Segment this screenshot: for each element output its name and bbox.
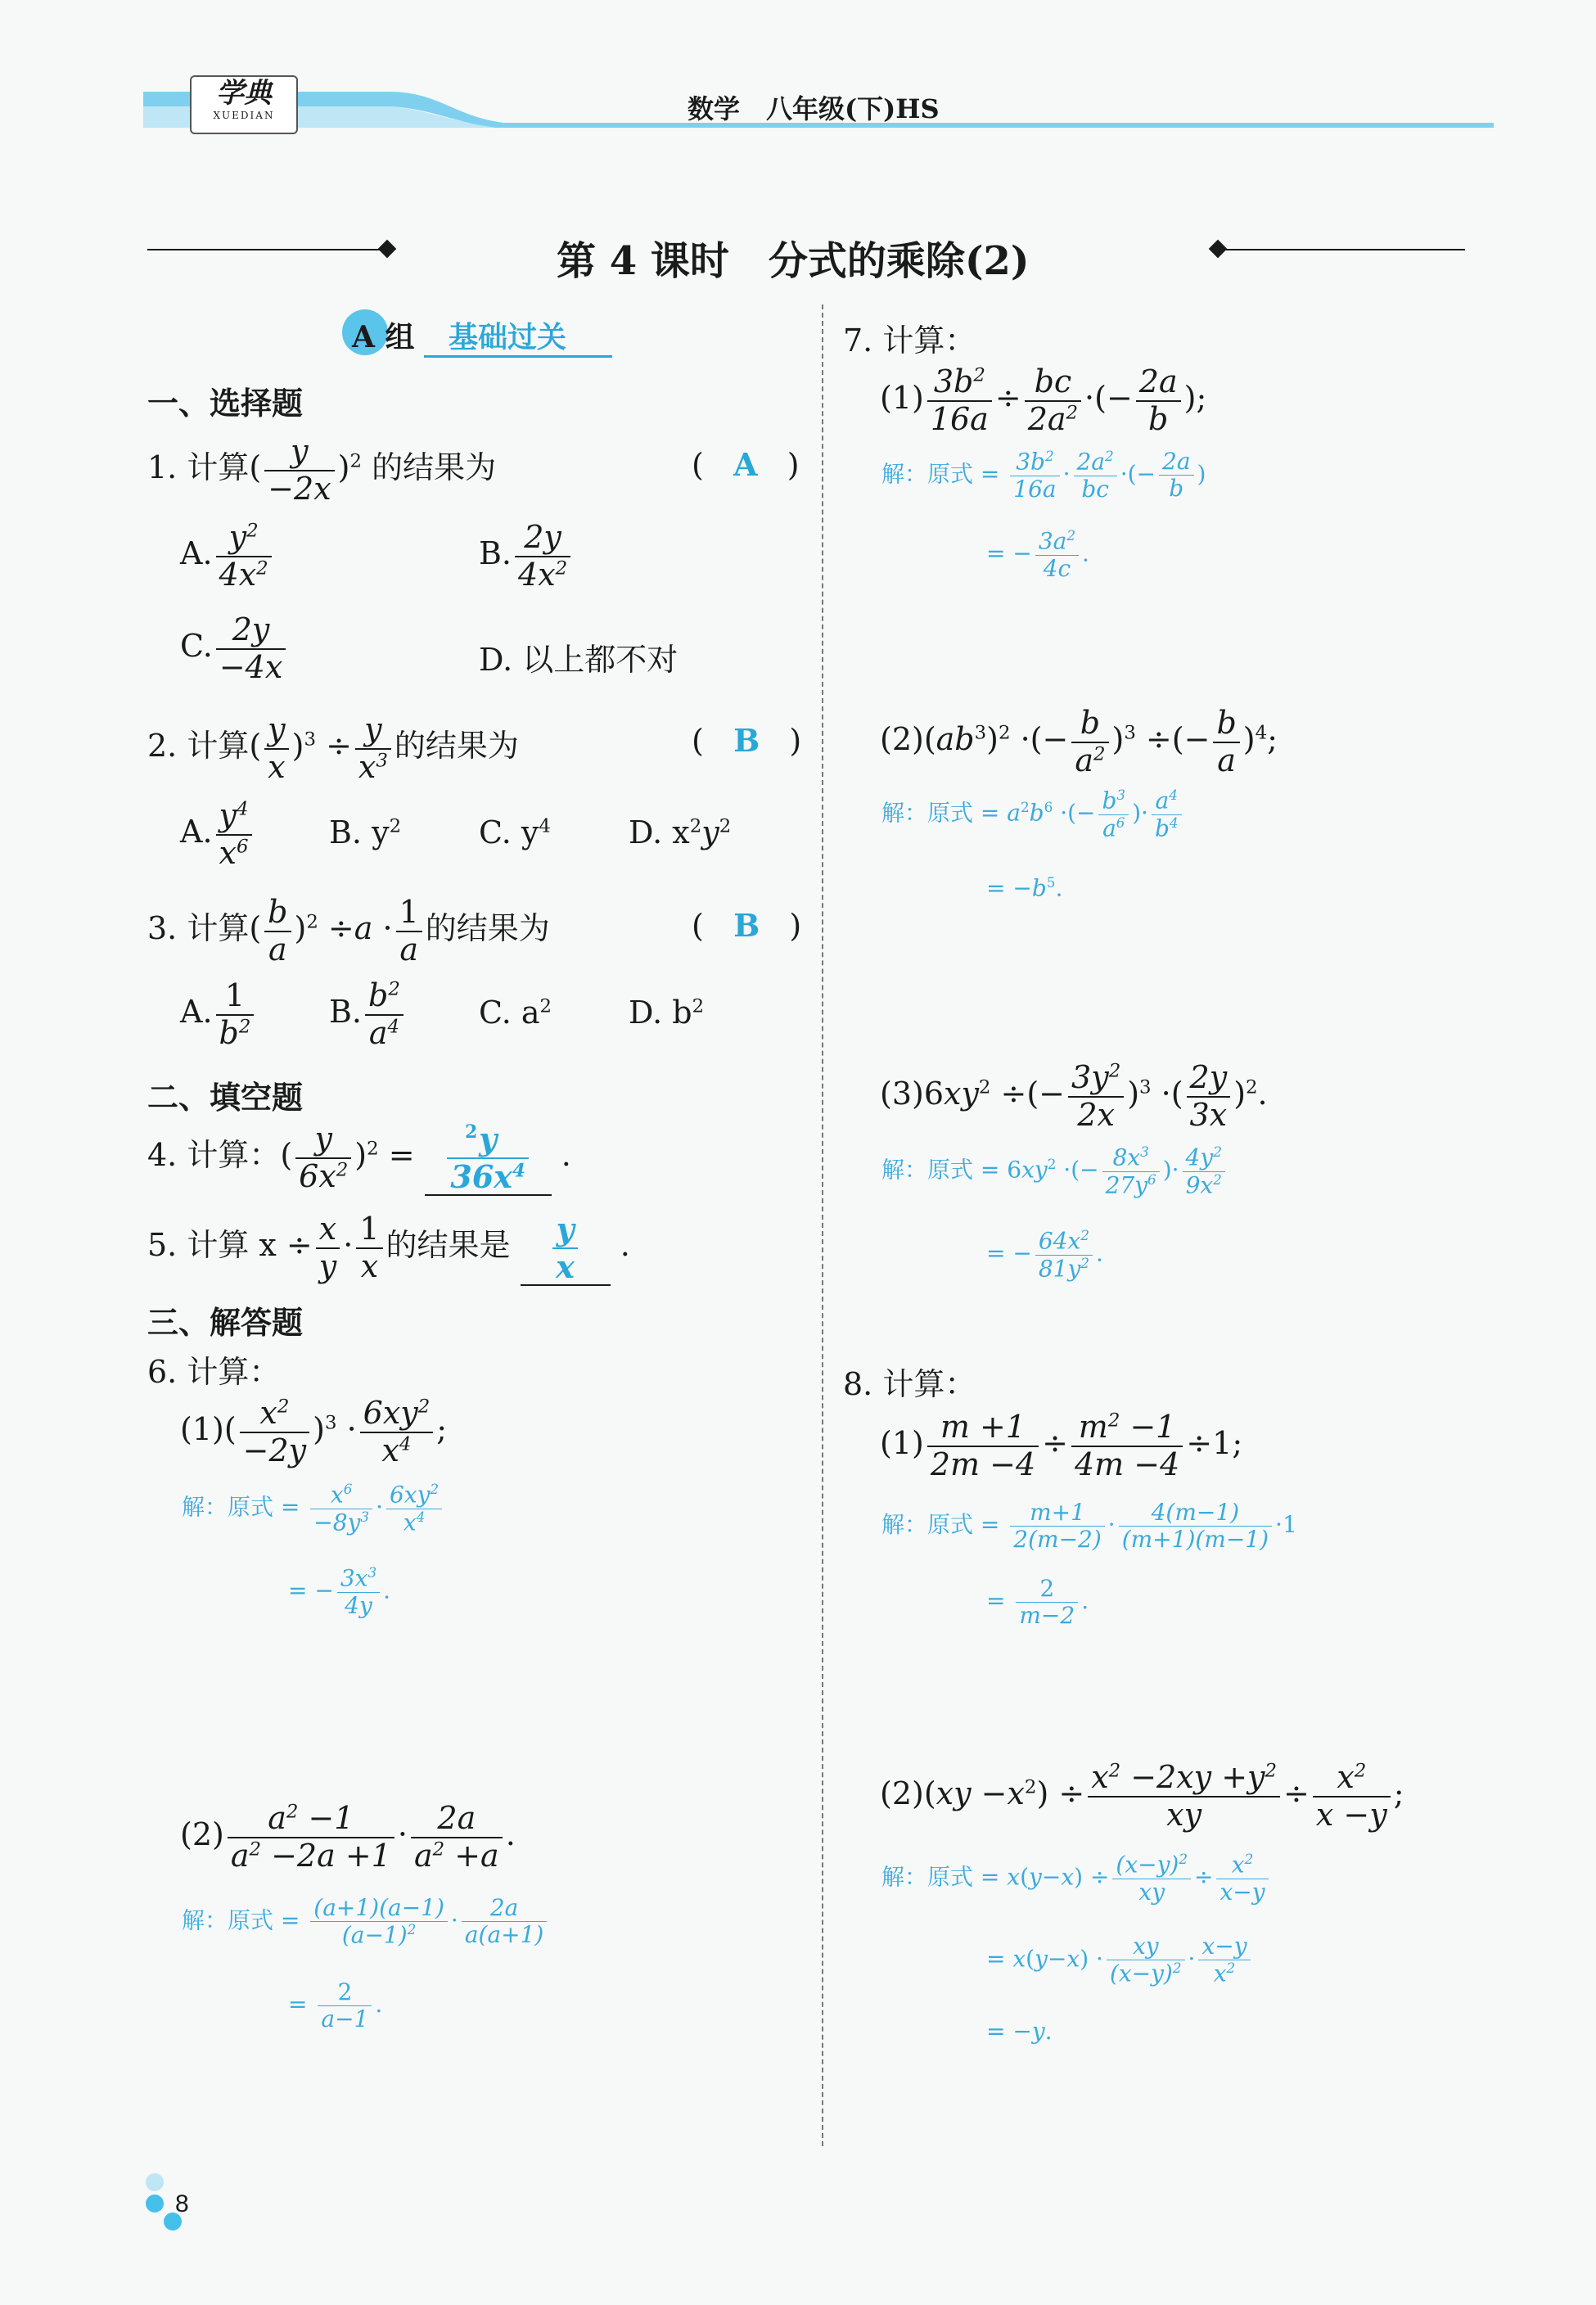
- q7-sol1-line2: = − $\frac{3a^2}{4c}$ .: [986, 527, 1089, 582]
- q3-opt-c: C. $a^2$: [479, 995, 552, 1031]
- q2-opt-d: D. $x^2y^2$: [629, 814, 732, 850]
- section-choice: 一、选择题: [147, 385, 304, 422]
- q7-sol3-line2: = − $\frac{64x^2}{81y^2}$ .: [986, 1227, 1103, 1282]
- title-rule-right: [1220, 249, 1465, 250]
- group-badge-text: A 组: [352, 320, 415, 354]
- q6-title: 6. 计算：: [147, 1354, 281, 1390]
- section-fill: 二、填空题: [147, 1079, 304, 1116]
- q7-sol2-line2: = $-b^5$.: [986, 874, 1063, 902]
- column-divider: [822, 304, 823, 2146]
- q7-part3: $(3)6xy^2$ ÷(− $\frac{3y^2}{2x}$ )$^3$ ·( $\frac{2y}{3x}$ )$^2$.: [880, 1059, 1268, 1133]
- q6-sol2-line2: = $\frac{2}{a-1}$ .: [288, 1978, 383, 2033]
- q7-title: 7. 计算：: [843, 323, 976, 359]
- q8-part2: $(2)(xy -x^2)$ ÷ $\frac{x^2 -2xy +y^2}{xy}$ ÷ $\frac{x^2}{x -y}$ ;: [880, 1759, 1404, 1833]
- q1-answer: ( A ): [692, 446, 800, 483]
- q2-stem: 2. 计算( $\frac{y}{x}$ )$^3$ ÷ $\frac{y}{x^3}$ 的结果为: [147, 711, 519, 785]
- q7-part1: (1) $\frac{3b^2}{16a}$ ÷ $\frac{bc}{2a^2}$ ·(− $\frac{2a}{b}$ );: [880, 363, 1207, 437]
- q4-stem: 4. 计算：( $\frac{y}{6x^2}$ )$^2$ = $\frac{y}{36x^4}$ .: [147, 1121, 571, 1195]
- q6-sol2-line1: 解：原式 = $\frac{(a+1)(a-1)}{(a-1)^2}$ · $\frac{2a}{a(a+1)}$: [182, 1895, 550, 1949]
- lesson-title: 第 4 课时 分式的乘除(2): [557, 238, 1030, 284]
- q6-part2: (2) $\frac{a^2 -1}{a^2 -2a +1}$ · $\frac{2a}{a^2 +a}$ .: [180, 1800, 516, 1874]
- q8-title: 8. 计算：: [843, 1366, 976, 1402]
- q3-stem: 3. 计算( $\frac{b}{a}$ )$^2$ ÷a · $\frac{1}{a}$ 的结果为: [147, 894, 550, 968]
- q8-sol2-line1: 解：原式 = x(y−x) ÷ $\frac{(x-y)^2}{xy}$ ÷ $\frac{x^2}{x-y}$: [881, 1852, 1272, 1906]
- q3-opt-a: A. $\frac{1}{b^2}$: [180, 978, 257, 1051]
- logo-cn: 学典: [216, 77, 272, 110]
- header-subject: 数学 八年级(下)HS: [688, 93, 940, 124]
- q6-sol1-line1: 解：原式 = $\frac{x^6}{-8y^3}$ · $\frac{6xy^2}{x^4}$: [182, 1482, 445, 1536]
- q5-stem: 5. 计算 x ÷ $\frac{x}{y}$ · $\frac{1}{x}$ 的结果是 $\frac{y}{x}$ .: [147, 1211, 630, 1285]
- q1-opt-d: D. 以上都不对: [479, 642, 679, 678]
- logo-en: XUEDIAN: [213, 110, 275, 121]
- q6-part1: (1)( $\frac{x^2}{-2y}$ )$^3$ · $\frac{6xy^2}{x^4}$ ;: [180, 1395, 448, 1468]
- q2-answer: ( B ): [692, 722, 802, 759]
- q7-part2: $(2)(ab^3)^2$ ·(− $\frac{b}{a^2}$ )$^3$ ÷(− $\frac{b}{a}$ )$^4$;: [880, 705, 1278, 778]
- q3-opt-d: D. $b^2$: [629, 995, 705, 1031]
- q1-opt-a: A. $\frac{y^2}{4x^2}$: [180, 520, 275, 593]
- logo: [190, 75, 298, 134]
- q8-sol1-line1: 解：原式 = $\frac{m+1}{2(m-2)}$ · $\frac{4(m-1)}{(m+1)(m-1)}$ ·1: [881, 1499, 1297, 1554]
- title-diamond-left: [378, 240, 397, 259]
- q1-stem: 1. 计算( $\frac{y}{-2x}$ )$^2$ 的结果为: [147, 433, 497, 507]
- q1-opt-b: B. $\frac{2y}{4x^2}$: [479, 520, 574, 593]
- q2-opt-a: A. $\frac{y^4}{x^6}$: [180, 798, 255, 871]
- q1-opt-c: C. $\frac{2y}{-4x}$: [180, 612, 289, 685]
- q3-opt-b: B. $\frac{b^2}{a^4}$: [329, 978, 407, 1051]
- q7-sol2-line1: 解：原式 = $a^2b^6$ ·(− $\frac{b^3}{a^6}$ )· $\frac{a^4}{b^4}$: [881, 787, 1185, 841]
- section-solve: 三、解答题: [147, 1304, 304, 1341]
- q8-part1: (1) $\frac{m +1}{2m -4}$ ÷ $\frac{m^2 -1}{4m -4}$ ÷1;: [880, 1409, 1243, 1482]
- q8-sol1-line2: = $\frac{2}{m-2}$ .: [986, 1575, 1089, 1630]
- page-number: 8: [175, 2190, 189, 2217]
- group-label: 基础过关: [449, 320, 567, 354]
- title-rule-left: [147, 249, 385, 250]
- q6-sol1-line2: = − $\frac{3x^3}{4y}$ .: [288, 1564, 391, 1619]
- q7-sol1-line1: 解：原式 = $\frac{3b^2}{16a}$ · $\frac{2a^2}{bc}$ ·(− $\frac{2a}{b}$ ): [881, 448, 1206, 503]
- q2-opt-b: B. $y^2$: [329, 814, 402, 850]
- q3-answer: ( B ): [692, 907, 802, 944]
- q7-sol3-line1: 解：原式 = $6xy^2$ ·(− $\frac{8x^3}{27y^6}$ )· $\frac{4y^2}{9x^2}$: [881, 1144, 1229, 1198]
- q8-sol2-line2: = x(y−x) · $\frac{xy}{(x-y)^2}$ · $\frac{x-y}{x^2}$: [986, 1933, 1254, 1987]
- q8-sol2-line3: = −y.: [986, 2018, 1053, 2045]
- q2-opt-c: C. $y^4$: [479, 814, 551, 850]
- q4-num-sup: 2: [465, 1121, 478, 1143]
